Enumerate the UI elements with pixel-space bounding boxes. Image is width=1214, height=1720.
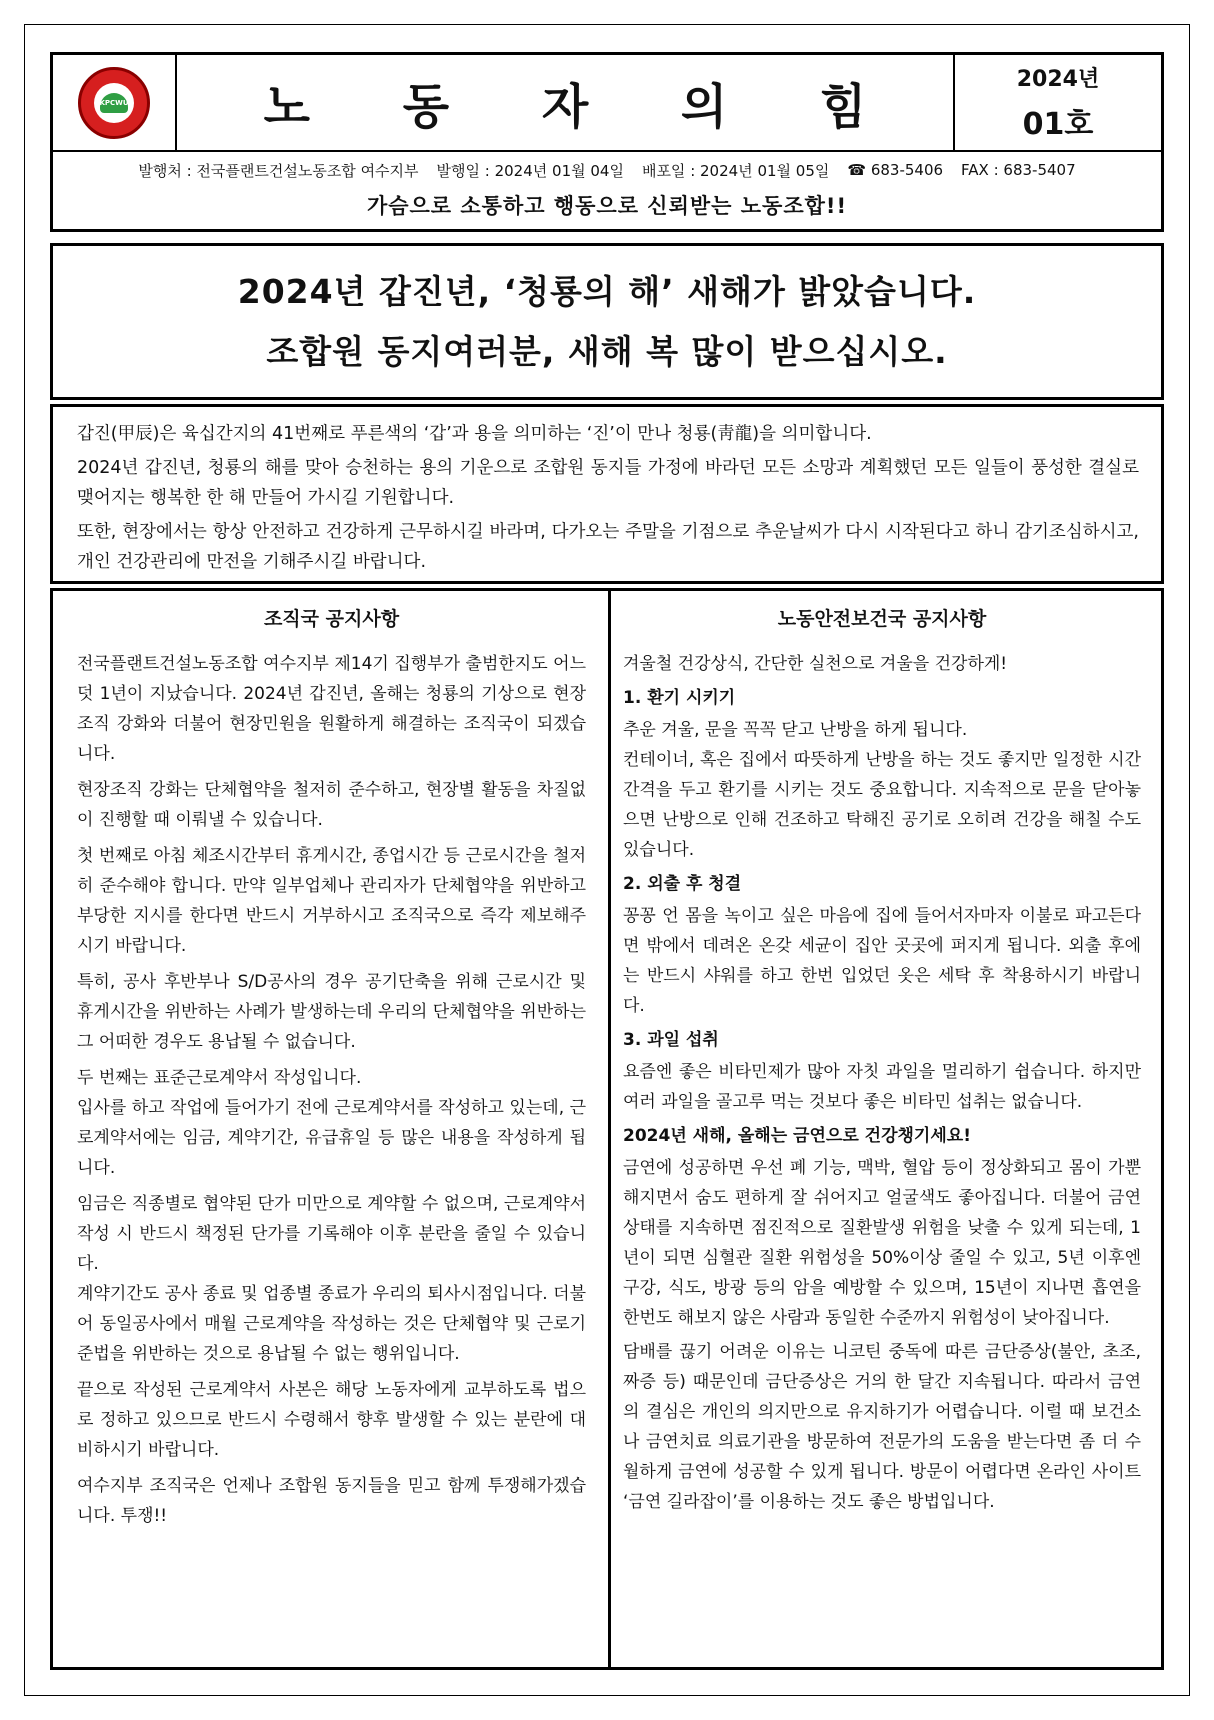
intro-paragraph: 갑진(甲辰)은 육십간지의 41번째로 푸른색의 ‘갑’과 용을 의미하는 ‘진’이 만나 청룡(靑龍)을 의미합니다. xyxy=(77,424,872,444)
notice-paragraph: 임금은 직종별로 협약된 단가 미만으로 계약할 수 없으며, 근로계약서 작성 시 반드시 책정된 단가를 기록해야 이후 분란을 줄일 수 있습니다. xyxy=(77,1194,586,1274)
winter-health-lead: 겨울철 건강상식, 간단한 실천으로 겨울을 건강하게! xyxy=(623,654,1008,674)
fax-number: FAX : 683-5407 xyxy=(961,161,1076,179)
issue-number: 01호 xyxy=(1022,107,1094,142)
two-column-section xyxy=(50,588,1164,1670)
issue-date: 발행일 : 2024년 01월 04일 xyxy=(436,161,624,180)
notice-paragraph: 특히, 공사 후반부나 S/D공사의 경우 공기단축을 위해 근로시간 및 휴게시간을 위반하는 사례가 발생하는데 우리의 단체협약을 위반하는 그 어떠한 경우도 용납될 수 없습니다. xyxy=(77,972,586,1052)
logo-emblem-icon xyxy=(78,67,150,139)
tip-ventilation-text: 추운 겨울, 문을 꼭꼭 닫고 난방을 하게 됩니다. xyxy=(623,720,968,740)
issue-cell xyxy=(955,55,1161,150)
organization-notice-heading: 조직국 공지사항 xyxy=(263,608,400,630)
distribution-date: 배포일 : 2024년 01월 05일 xyxy=(641,161,830,180)
quit-smoking-title: 2024년 새해, 올해는 금연으로 건강챙기세요! xyxy=(623,1126,971,1146)
slogan: 가슴으로 소통하고 행동으로 신뢰받는 노동조합!! xyxy=(366,194,848,218)
newsletter-title: 노 동 자 의 힘 xyxy=(263,79,905,135)
quit-smoking-text: 금연에 성공하면 우선 폐 기능, 맥박, 혈압 등이 정상화되고 몸이 가뿐해지면서 숨도 편하게 잘 쉬어지고 얼굴색도 좋아집니다. 더불어 금연상태를 지속하면 점진적으로 질환발생 위험을 낮출 수 있게 되는데, 1년이 되면 심혈관 질환 위험성을 50%이상 줄일 수 있고, 5년 이후엔 구강, 식도, 방광 등의 암을 예방할 수 있으며, 15년이 지나면 흡연을 한번도 해보지 않은 사람과 동일한 수준까지 위험성이 낮아집니다. xyxy=(623,1158,1141,1328)
headline-line-2: 조합원 동지여러분, 새해 복 많이 받으십시오. xyxy=(266,331,948,371)
phone-number: ☎ 683-5406 xyxy=(847,161,944,179)
newsletter-title-cell xyxy=(177,55,955,150)
quit-smoking-text: 담배를 끊기 어려운 이유는 니코틴 중독에 따른 금단증상(불안, 초조, 짜증 등) 때문인데 금단증상은 거의 한 달간 지속됩니다. 따라서 금연의 결심은 개인의 의지만으로 유지하기가 어렵습니다. 이럴 때 보건소나 금연치료 의료기관을 방문하여 전문가의 도움을 받는다면 좀 더 수월하게 금연에 성공할 수 있게 됩니다. 방문이 어렵다면 온라인 사이트 ‘금연 길라잡이’를 이용하는 것도 좋은 방법입니다. xyxy=(623,1342,1141,1512)
notice-paragraph: 현장조직 강화는 단체협약을 철저히 준수하고, 현장별 활동을 차질없이 진행할 때 이뤄낼 수 있습니다. xyxy=(77,780,586,830)
tip-ventilation-title: 1. 환기 시키기 xyxy=(623,688,736,708)
intro-paragraph: 또한, 현장에서는 항상 안전하고 건강하게 근무하시길 바라며, 다가오는 주말을 기점으로 추운날씨가 다시 시작된다고 하니 감기조심하시고, 개인 건강관리에 만전을 기해주시길 바랍니다. xyxy=(77,522,1139,572)
intro-box xyxy=(50,404,1164,584)
tip-hygiene-text: 꽁꽁 언 몸을 녹이고 싶은 마음에 집에 들어서자마자 이불로 파고든다면 밖에서 데려온 온갖 세균이 집안 곳곳에 퍼지게 됩니다. 외출 후에는 반드시 샤워를 하고 한번 입었던 옷은 세탁 후 착용하시기 바랍니다. xyxy=(623,906,1141,1016)
safety-health-notice-heading: 노동안전보건국 공지사항 xyxy=(777,608,987,630)
masthead xyxy=(50,52,1164,232)
notice-paragraph: 첫 번째로 아침 체조시간부터 휴게시간, 종업시간 등 근로시간을 철저히 준수해야 합니다. 만약 일부업체나 관리자가 단체협약을 위반하고 부당한 지시를 한다면 반드시 거부하시고 조직국으로 즉각 제보해주시기 바랍니다. xyxy=(77,846,586,956)
union-logo xyxy=(53,55,177,150)
safety-health-notice-column xyxy=(611,591,1161,1667)
masthead-top xyxy=(53,55,1161,152)
notice-paragraph: 여수지부 조직국은 언제나 조합원 동지들을 믿고 함께 투쟁해가겠습니다. 투쟁!! xyxy=(77,1476,586,1526)
issue-year: 2024년 xyxy=(1016,67,1100,92)
notice-paragraph: 계약기간도 공사 종료 및 업종별 종료가 우리의 퇴사시점입니다. 더불어 동일공사에서 매월 근로계약을 작성하는 것은 단체협약 및 근로기준법을 위반하는 것으로 용납될 수 없는 행위입니다. xyxy=(77,1284,586,1364)
notice-paragraph: 입사를 하고 작업에 들어가기 전에 근로계약서를 작성하고 있는데, 근로계약서에는 임금, 계약기간, 유급휴일 등 많은 내용을 작성하게 됩니다. xyxy=(77,1098,586,1178)
tip-hygiene-title: 2. 외출 후 청결 xyxy=(623,874,742,894)
notice-paragraph: 두 번째는 표준근로계약서 작성입니다. xyxy=(77,1068,362,1088)
notice-paragraph: 끝으로 작성된 근로계약서 사본은 해당 노동자에게 교부하도록 법으로 정하고 있으므로 반드시 수령해서 향후 발생할 수 있는 분란에 대비하시기 바랍니다. xyxy=(77,1380,586,1460)
publication-info xyxy=(53,155,1161,185)
tip-fruit-title: 3. 과일 섭취 xyxy=(623,1030,719,1050)
notice-paragraph: 전국플랜트건설노동조합 여수지부 제14기 집행부가 출범한지도 어느덧 1년이 지났습니다. 2024년 갑진년, 올해는 청룡의 기상으로 현장조직 강화와 더불어 현장민원을 원활하게 해결하는 조직국이 되겠습니다. xyxy=(77,654,586,764)
logo-mark: KPCWU xyxy=(100,93,128,113)
headline-line-1: 2024년 갑진년, ‘청룡의 해’ 새해가 밝았습니다. xyxy=(237,271,977,311)
publisher: 발행처 : 전국플랜트건설노동조합 여수지부 xyxy=(138,161,419,180)
intro-paragraph: 2024년 갑진년, 청룡의 해를 맞아 승천하는 용의 기운으로 조합원 동지들 가정에 바라던 모든 소망과 계획했던 모든 일들이 풍성한 결실로 맺어지는 행복한 한 해 만들어 가시길 기원합니다. xyxy=(77,458,1139,508)
tip-fruit-text: 요즘엔 좋은 비타민제가 많아 자칫 과일을 멀리하기 쉽습니다. 하지만 여러 과일을 골고루 먹는 것보다 좋은 비타민 섭취는 없습니다. xyxy=(623,1062,1141,1112)
organization-notice-column xyxy=(53,591,611,1667)
headline-box xyxy=(50,243,1164,400)
tip-ventilation-text: 컨테이너, 혹은 집에서 따뜻하게 난방을 하는 것도 좋지만 일정한 시간 간격을 두고 환기를 시키는 것도 중요합니다. 지속적으로 문을 닫아놓으면 난방으로 인해 건조하고 탁해진 공기로 오히려 건강을 해칠 수도 있습니다. xyxy=(623,750,1141,860)
